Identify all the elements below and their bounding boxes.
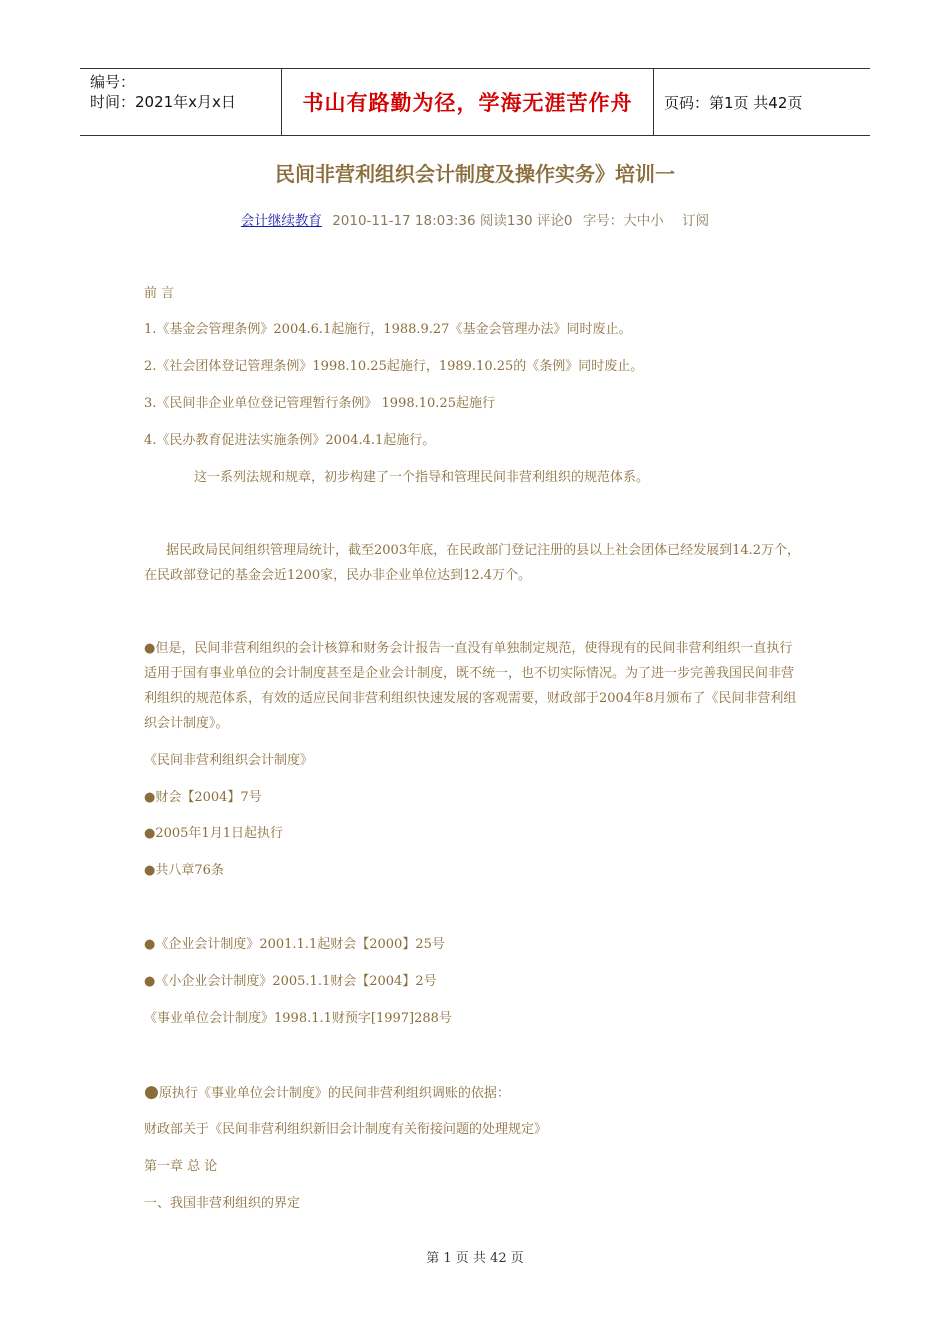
law-item-2: 2.《社会团体登记管理条例》1998.10.25起施行，1989.10.25的《条例》同时废止。 [144,359,644,374]
chapters-count: ●共八章76条 [144,863,224,878]
article-meta [0,209,950,229]
law-item-4: 4.《民办教育促进法实施条例》2004.4.1起施行。 [144,433,436,448]
law-item-1: 1.《基金会管理条例》2004.6.1起施行，1988.9.27《基金会管理办法》同时废止。 [144,322,632,337]
law-item-3: 3.《民间非企业单位登记管理暂行条例》 1998.10.25起施行 [144,396,495,411]
system-name: 《民间非营利组织会计制度》 [144,753,314,768]
number-label: 编号： [90,73,136,91]
meta-text: 2010-11-17 18:03:36 阅读130 评论0 [332,213,573,229]
stats-paragraph: 据民政局民间组织管理局统计，截至2003年底，在民政部门登记注册的县以上社会团体已经发展到14.2万个，在民政部登记的基金会近1200家，民办非企业单位达到12.4万个。 [144,543,801,583]
however-paragraph: ●但是，民间非营利组织的会计核算和财务会计报告一直没有单独制定规范，使得现有的民间非营利组织一直执行适用于国有事业单位的会计制度甚至是企业会计制度，既不统一，也不切实际情况。为了进一步完善我国民间非营利组织的规范体系，有效的适应民间非营利组织快速发展的客观需要，财政部于2004年8月颁布了《民间非营利组织会计制度》。 [144,641,797,731]
motto: 书山有路勤为径，学海无涯苦作舟 [302,91,633,115]
header-center-cell [281,69,654,135]
small-enterprise-system: ●《小企业会计制度》2005.1.1财会【2004】2号 [144,974,437,989]
adjust-basis [144,1080,804,1106]
bullet-icon: ● [144,1082,159,1102]
doc-number: ●财会【2004】7号 [144,790,262,805]
font-size-label[interactable]: 字号：大中小 [582,213,664,229]
enterprise-system: ●《企业会计制度》2001.1.1起财会【2000】25号 [144,937,445,952]
effective-date: ●2005年1月1日起执行 [144,826,283,841]
chapter-heading: 第一章 总 论 [144,1159,218,1174]
system-summary: 这一系列法规和规章，初步构建了一个指导和管理民间非营利组织的规范体系。 [194,470,650,485]
preface-heading: 前 言 [144,286,175,301]
article-title: 民间非营利组织会计制度及操作实务》培训一 [275,162,675,186]
header-left-cell [80,69,281,135]
time-label: 时间：2021年x月x日 [90,93,236,111]
adjust-basis-text: 原执行《事业单位会计制度》的民间非营利组织调账的依据： [158,1086,510,1101]
page-info: 页码：第1页 共42页 [664,93,803,112]
page-footer: 第 1 页 共 42 页 [426,1251,524,1266]
regulation: 财政部关于《民间非营利组织新旧会计制度有关衔接问题的处理规定》 [144,1122,548,1137]
author-link[interactable]: 会计继续教育 [240,213,322,229]
header-right-cell [654,69,870,135]
header-table [80,68,870,136]
public-institution-system: 《事业单位会计制度》1998.1.1财预字[1997]288号 [144,1011,452,1026]
section-heading: 一、我国非营利组织的界定 [144,1196,301,1211]
subscribe-link[interactable]: 订阅 [682,213,710,229]
